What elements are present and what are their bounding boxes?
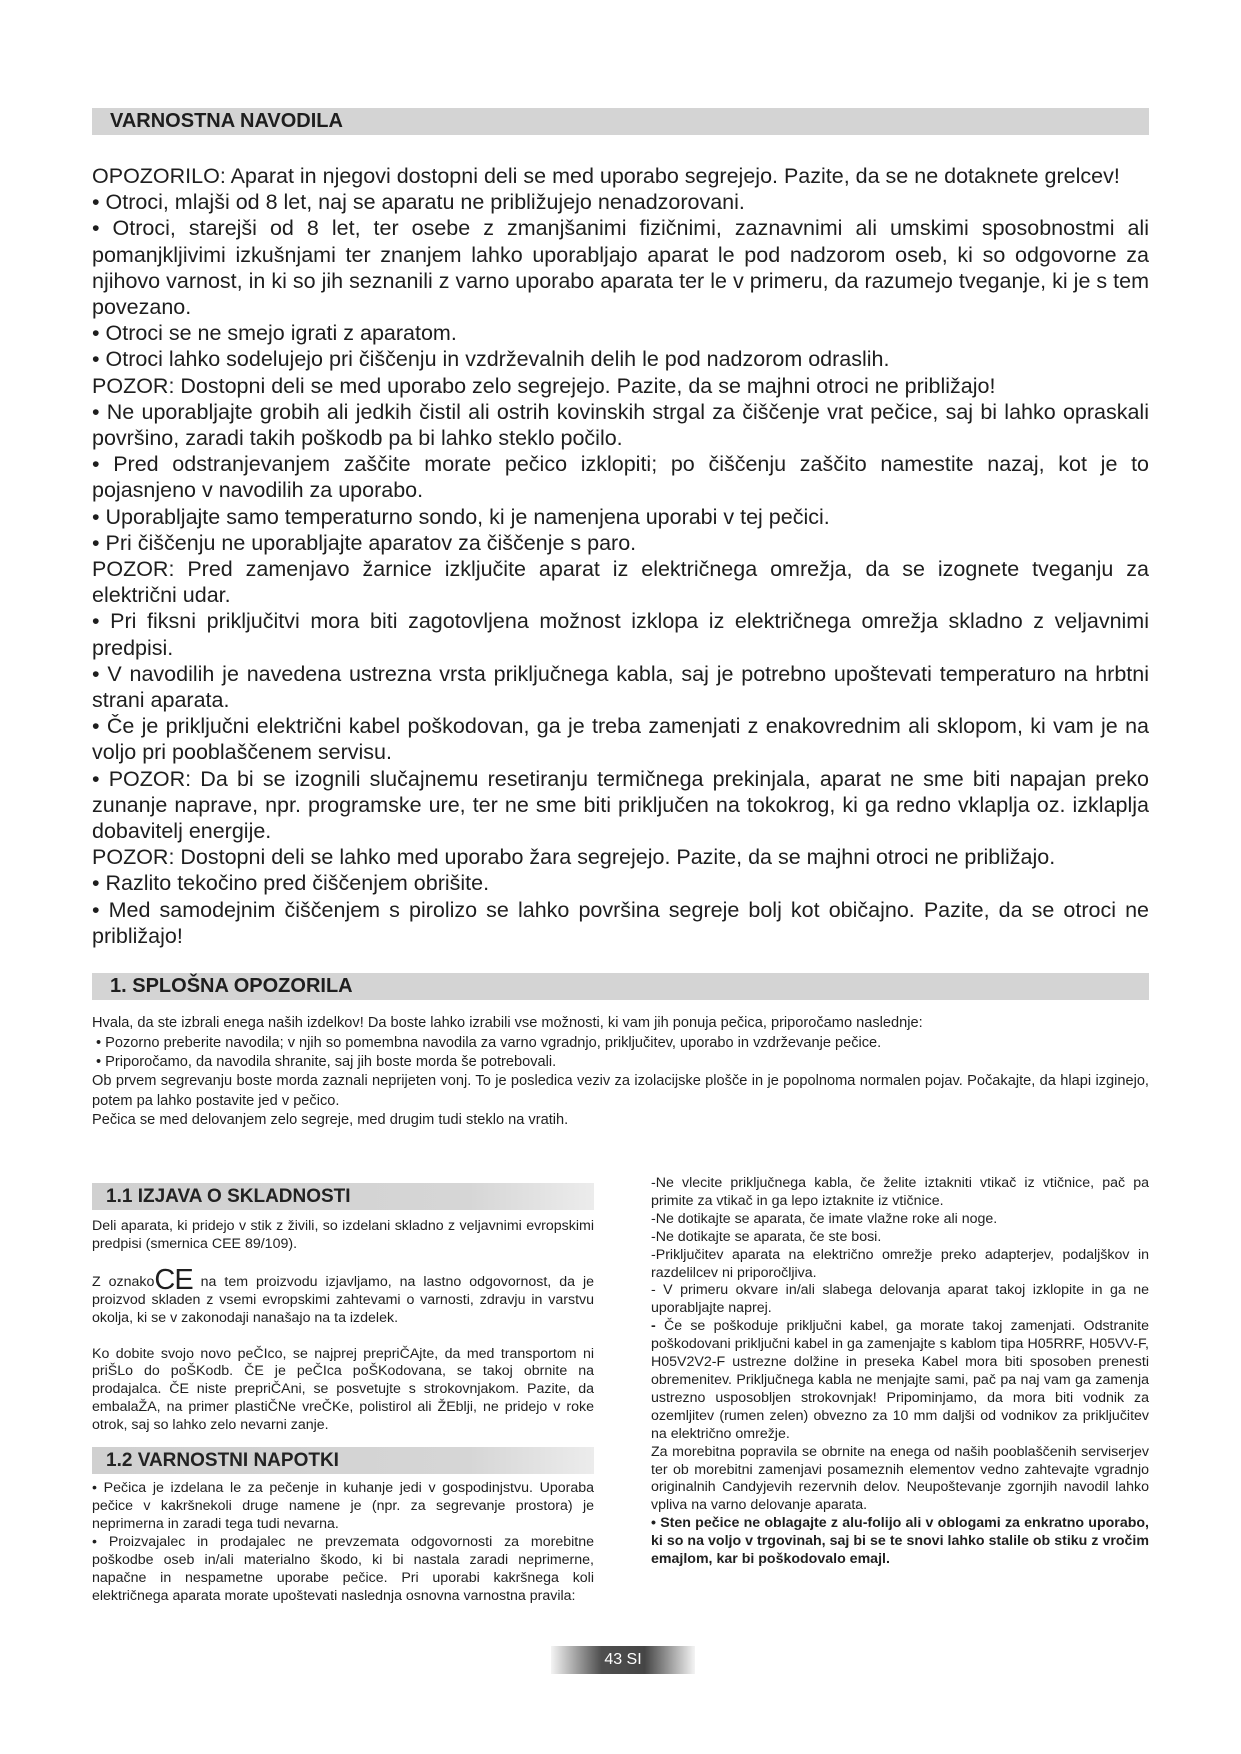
safety-item: • Pri čiščenju ne uporabljajte aparatov za čiščenje s paro. [92,530,637,555]
safety-heading: VARNOSTNA NAVODILA [92,108,1149,135]
left-column [92,1175,594,1605]
safety-item: • V navodilih je navedena ustrezna vrsta priključnega kabla, saj je potrebno upoštevati temperaturo na hrbtni strani aparata. [92,661,1149,713]
conformity-paragraph: Ko dobite svojo novo peČIco, se najprej prepriČAjte, da med transportom ni priŠLo do poŠKodb. ČE je peČIca poŠKodovana, se takoj obrnite na prodajalca. ČE niste prepriČAni, se posvetujte s strokovnjakom. Pazite, da embalaŽA, na primer plastiČNe vreČKe, polistirol ali ŽEblji, ne pridejo v roke otrok, saj so lahko zelo nevarni zanje. [92,1345,594,1434]
ce-mark-icon: CE [154,1263,193,1296]
conformity-ce-paragraph [92,1263,594,1328]
safety-instructions [92,163,1149,949]
safety-tip: • Proizvajalec in prodajalec ne prevzemata odgovornosti za morebitne poškodbe oseb in/ali materialno škodo, ki bi nastala zaradi neprimerne, napačne in nespametne uporabe pečice. Pri uporabi kakršnega koli električnega aparata morate upoštevati naslednja osnovna varnostna pravila: [92,1533,594,1604]
safety-item: POZOR: Dostopni deli se med uporabo zelo segrejejo. Pazite, da se majhni otroci ne približajo! [92,373,996,398]
general-paragraph: Pečica se med delovanjem zelo segreje, med drugim tudi steklo na vratih. [92,1112,569,1129]
safety-item: • Ne uporabljajte grobih ali jedkih čistil ali ostrih kovinskih strgal za čiščenje vrat pečice, saj bi lahko opraskali površino, zaradi takih poškodb pa bi lahko steklo počilo. [92,399,1149,451]
safety-item: • POZOR: Da bi se izognili slučajnemu resetiranju termičnega prekinjala, aparat ne sme biti napajan preko zunanje naprave, npr. programske ure, ter ne sme biti priključen na tokokrog, ki ga redno vklaplja oz. izklaplja dobavitelj energije. [92,766,1149,844]
page-content [92,108,1149,1131]
right-paragraph: -Ne dotikajte se aparata, če imate vlažne roke ali noge. [651,1210,998,1227]
right-paragraph: -Ne dotikajte se aparata, če ste bosi. [651,1228,882,1245]
general-paragraph: Ob prvem segrevanju boste morda zaznali neprijeten vonj. To je posledica veziv za izolacijske plošče in je popolnoma normalen pojav. Počakajte, da hlapi izginejo, potem pa lahko postavite jed v pečico. [92,1073,1149,1109]
safety-item: • Razlito tekočino pred čiščenjem obrišite. [92,871,490,896]
safety-item: • Otroci se ne smejo igrati z aparatom. [92,321,457,346]
general-intro: Hvala, da ste izbrali enega naših izdelkov! Da boste lahko izrabili vse možnosti, ki vam jih ponuja pečica, priporočamo naslednje: [92,1015,923,1032]
conformity-paragraph: Deli aparata, ki pridejo v stik z živili, so izdelani skladno z veljavnimi evropskimi predpisi (smernica CEE 89/109). [92,1218,594,1252]
safety-item: • Otroci lahko sodelujejo pri čiščenju in vzdrževalnih delih le pod nadzorom odraslih. [92,347,890,372]
right-paragraph: - V primeru okvare in/ali slabega delovanja aparat takoj izklopite in ga ne uporabljajte naprej. [651,1282,1149,1317]
general-heading: 1. SPLOŠNA OPOZORILA [92,973,1149,1000]
page-number: 43 SI [551,1646,695,1674]
safety-item: • Pred odstranjevanjem zaščite morate pečico izklopiti; po čiščenju zaščito namestite nazaj, kot je to pojasnjeno v navodilih za uporabo. [92,452,1149,503]
bold-dash: - [651,1318,664,1335]
right-column [651,1175,1149,1569]
ce-prefix: Z oznako [92,1273,155,1290]
ce-suffix: na tem proizvodu izjavljamo, na lastno odgovornost, da je proizvod skladen z vsemi evropskimi zahtevami o varnosti, zdravju in varstvu okolja, ki se v zakonodaji nanašajo na ta izdelek. [92,1273,594,1326]
conformity-heading: 1.1 IZJAVA O SKLADNOSTI [92,1183,594,1210]
safety-item: POZOR: Dostopni deli se lahko med uporabo žara segrejejo. Pazite, da se majhni otroci ne približajo. [92,845,1056,870]
right-bold-note: • Sten pečice ne oblagajte z alu-folijo ali v oblogami za enkratno uporabo, ki so na voljo v trgovinah, saj bi se te snovi lahko stalile ob stiku z vročim emajlom, kar bi poškodovalo emajl. [651,1515,1149,1568]
cable-text: Če se poškoduje priključni kabel, ga morate takoj zamenjati. Odstranite poškodovani priključni kabel in ga zamenjajte s kablom tipa H05RRF, H05VV-F, H05V2V2-F ustrezne dolžine in preseka Kabel mora biti sposoben prenesti obremenitev. Priključnega kabla ne menjajte sami, pač pa naj vam ga zamenja ustrezno usposobljen strokovnjak! Pripominjamo, da mora biti vodnik za ozemljitev (rumen zelen) obvezno za 10 mm daljši od vodnikov za priključitev na električno omrežje. [651,1318,1149,1442]
general-bullet: • Pozorno preberite navodila; v njih so pomembna navodila za varno vgradnjo, priključitev, uporabo in vzdrževanje pečice. [96,1034,882,1051]
general-bullet: • Priporočamo, da navodila shranite, saj jih boste morda še potrebovali. [96,1053,557,1070]
right-paragraph [651,1318,1149,1443]
safety-item: • Če je priključni električni kabel poškodovan, ga je treba zamenjati z enakovrednim ali sklopom, ki vam je na voljo pri pooblaščenem servisu. [92,714,1149,765]
safety-item: • Uporabljajte samo temperaturno sondo, ki je namenjena uporabi v tej pečici. [92,504,830,529]
general-warnings [92,1014,1149,1130]
right-paragraph: -Ne vlecite priključnega kabla, če želite iztakniti vtikač iz vtičnice, pač pa primite za vtikač in ga lepo iztaknite iz vtičnice. [651,1175,1149,1209]
safety-tips-heading: 1.2 VARNOSTNI NAPOTKI [92,1447,594,1474]
safety-item: • Otroci, mlajši od 8 let, naj se aparatu ne približujejo nenadzorovani. [92,190,745,215]
right-paragraph: -Priključitev aparata na električno omrežje preko adapterjev, podaljškov in razdelilcev ni priporočljiva. [651,1246,1149,1281]
safety-item: • Otroci, starejši od 8 let, ter osebe z zmanjšanimi fizičnimi, zaznavnimi ali umskimi sposobnostmi ali pomanjkljivimi izkušnjami ter znanjem lahko uporabljajo aparat le pod nadzorom oseb, ki so odgovorne za njihovo varnost, in ki so jih seznanili z varno uporabo aparata ter le v primeru, da razumejo tveganje, ki je s tem povezano. [92,216,1149,320]
safety-item: • Med samodejnim čiščenjem s pirolizo se lahko površina segreje bolj kot običajno. Pazite, da se otroci ne približajo! [92,897,1149,948]
safety-item: POZOR: Pred zamenjavo žarnice izključite aparat iz električnega omrežja, da se izognete tveganju za električni udar. [92,557,1149,608]
safety-tip: • Pečica je izdelana le za pečenje in kuhanje jedi v gospodinjstvu. Uporaba pečice v kakršnekoli druge namene je (npr. za segrevanje prostora) je neprimerna in zaradi tega tudi nevarna. [92,1480,594,1532]
right-paragraph: Za morebitna popravila se obrnite na enega od naših pooblaščenih serviserjev ter ob morebitni zamenjavi posameznih elementov vedno zahtevajte vgradnjo originalnih Candyjevih rezervnih delov. Neupoštevanje zgornjih navodil lahko vpliva na varno delovanje aparata. [651,1443,1149,1514]
safety-item: OPOZORILO: Aparat in njegovi dostopni deli se med uporabo segrejejo. Pazite, da se ne dotaknete grelcev! [92,164,1120,188]
safety-item: • Pri fiksni priključitvi mora biti zagotovljena možnost izklopa iz električnega omrežja skladno z veljavnimi predpisi. [92,609,1149,660]
